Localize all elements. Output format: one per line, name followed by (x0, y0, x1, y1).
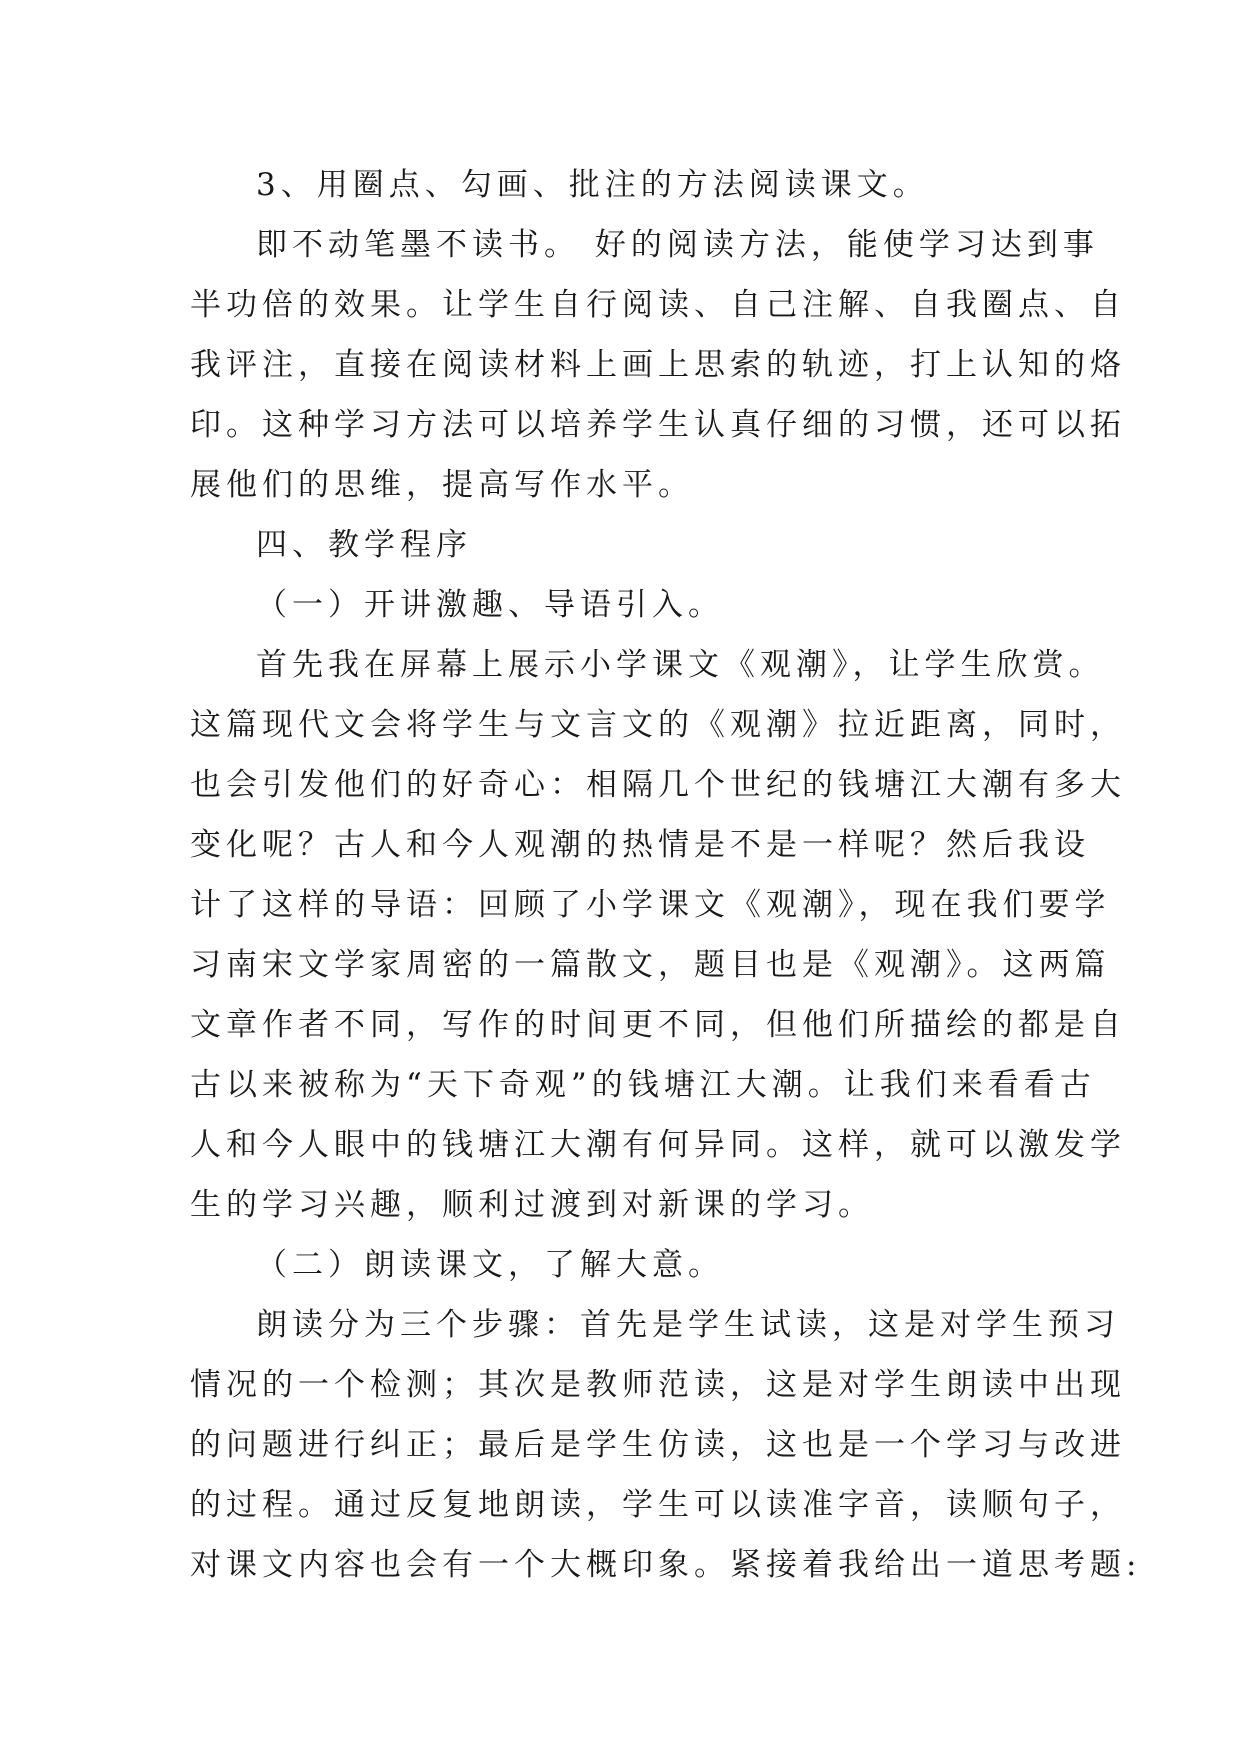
text-line: 即不动笔墨不读书。 好的阅读方法，能使学习达到事 (256, 227, 1099, 263)
text-line: 展他们的思维，提高写作水平。 (190, 467, 694, 503)
text-line: 情况的一个检测；其次是教师范读，这是对学生朗读中出现 (190, 1367, 1126, 1403)
document-body (190, 155, 1142, 1595)
text-line: 也会引发他们的好奇心：相隔几个世纪的钱塘江大潮有多大 (190, 767, 1126, 803)
text-line: 这篇现代文会将学生与文言文的《观潮》拉近距离，同时， (190, 707, 1126, 743)
text-line: 我评注，直接在阅读材料上画上思索的轨迹，打上认知的烙 (190, 347, 1126, 383)
text-line: 半功倍的效果。让学生自行阅读、自己注解、自我圈点、自 (190, 287, 1126, 323)
text-line: 文章作者不同，写作的时间更不同，但他们所描绘的都是自 (190, 1007, 1126, 1043)
text-line: 古以来被称为“天下奇观”的钱塘江大潮。让我们来看看古 (190, 1067, 1096, 1103)
text-line: 生的学习兴趣，顺利过渡到对新课的学习。 (190, 1187, 874, 1223)
text-line: 首先我在屏幕上展示小学课文《观潮》，让学生欣赏。 (256, 647, 1105, 683)
text-line: 变化呢？古人和今人观潮的热情是不是一样呢？然后我设 (190, 827, 1090, 863)
subsection-heading: （二）朗读课文，了解大意。 (256, 1247, 724, 1283)
subsection-heading: （一）开讲激趣、导语引入。 (256, 587, 724, 623)
text-line: 3、用圈点、勾画、批注的方法阅读课文。 (256, 167, 929, 203)
text-line: 对课文内容也会有一个大概印象。紧接着我给出一道思考题: (190, 1547, 1142, 1583)
text-line: 印。这种学习方法可以培养学生认真仔细的习惯，还可以拓 (190, 407, 1126, 443)
text-line: 朗读分为三个步骤：首先是学生试读，这是对学生预习 (256, 1307, 1120, 1343)
text-line: 计了这样的导语：回顾了小学课文《观潮》，现在我们要学 (190, 887, 1111, 923)
text-line: 的问题进行纠正；最后是学生仿读，这也是一个学习与改进 (190, 1427, 1126, 1463)
text-line: 的过程。通过反复地朗读，学生可以读准字音，读顺句子， (190, 1487, 1126, 1523)
text-line: 习南宋文学家周密的一篇散文，题目也是《观潮》。这两篇 (190, 947, 1111, 983)
section-heading: 四、教学程序 (256, 527, 472, 563)
text-line: 人和今人眼中的钱塘江大潮有何异同。这样，就可以激发学 (190, 1127, 1126, 1163)
